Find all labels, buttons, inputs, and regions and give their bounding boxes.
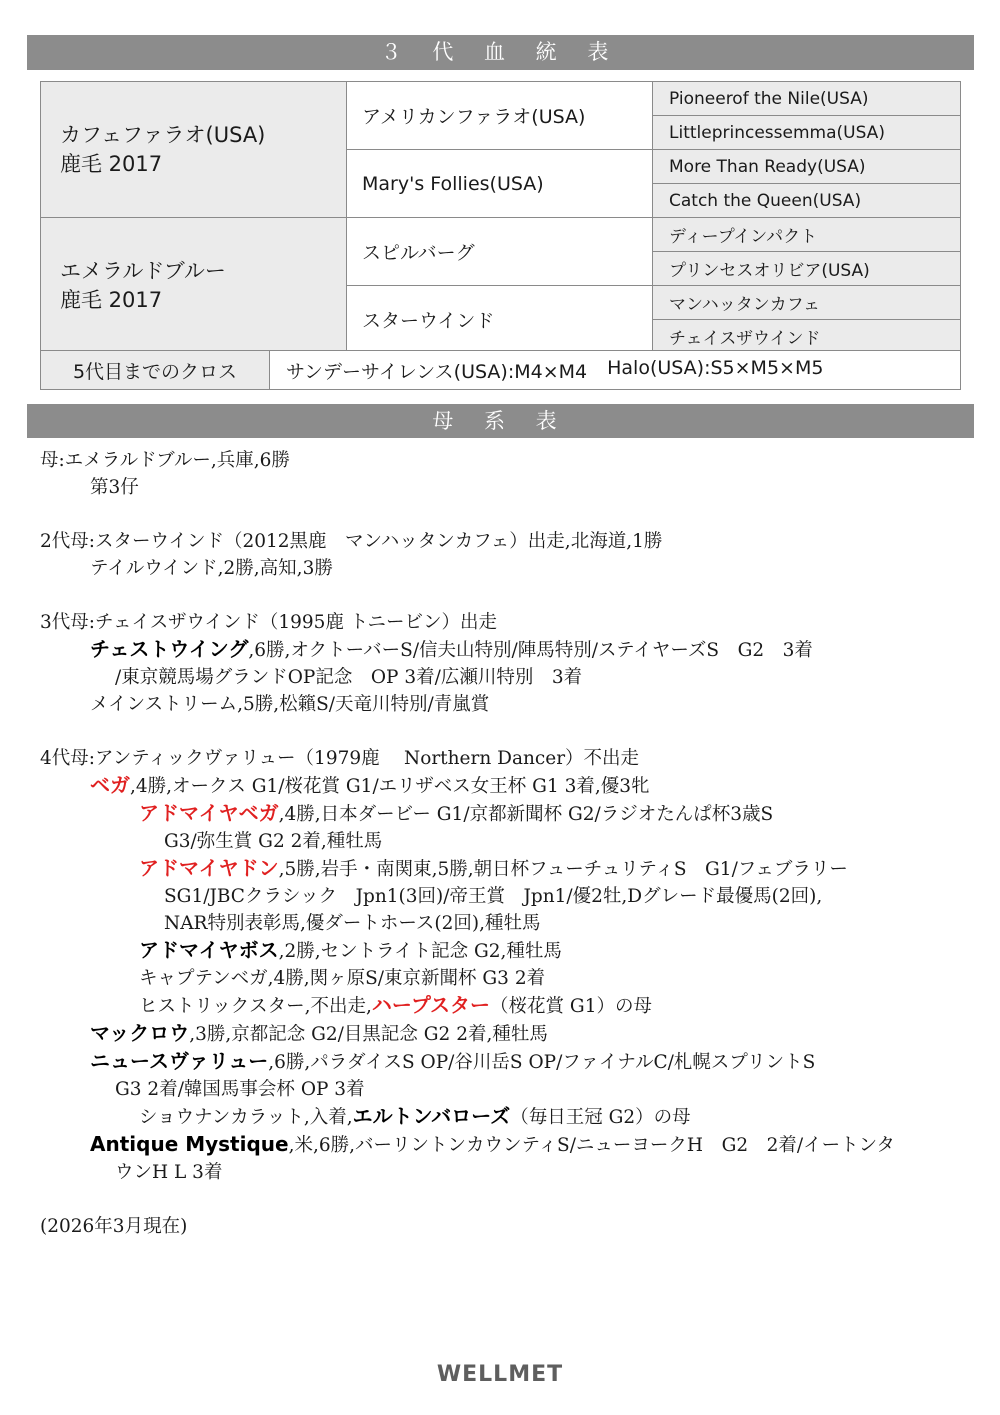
ds-sire-cell: ディープインパクト [653,218,961,252]
lineage-line [40,772,970,800]
ds-dam-cell: プリンセスオリビア(USA) [653,252,961,286]
sire-cell [41,82,347,218]
horse-name-bold: エルトンバローズ [352,1104,511,1128]
horse-record: （桜花賞 G1）の母 [490,996,652,1017]
dd-sire-cell: マンハッタンカフェ [653,286,961,320]
dam-name: エメラルドブルー [60,258,226,283]
horse-record: ,6勝,オクトーバーS/信夫山特別/陣馬特別/ステイヤーズS G2 3着 [248,640,813,661]
lineage-line [40,636,970,664]
lineage-line: 母:エメラルドブルー,兵庫,6勝 [40,450,290,471]
sd-sire-cell: More Than Ready(USA) [653,150,961,184]
horse-name-bold: チェストウイング [90,637,249,661]
sire-dam-cell: Mary's Follies(USA) [347,150,653,218]
dam-info: 鹿毛 2017 [60,287,163,312]
lineage-line: NAR特別表彰馬,優ダートホース(2回),種牡馬 [164,913,541,934]
wellmet-logo: WELLMET [436,1362,564,1387]
pedigree-table [40,81,961,354]
lineage-line [40,937,970,965]
lineage-line [40,855,970,883]
lineage-line [40,800,970,828]
sire-name: カフェファラオ(USA) [60,122,266,147]
ss-dam-cell: Littleprincessemma(USA) [653,116,961,150]
lineage-line: 3代母:チェイスザウインド（1995鹿 トニービン）出走 [40,612,498,633]
lineage-line: ウンH L 3着 [115,1162,223,1183]
lineage-line [40,1048,970,1076]
cross-item-sunday-silence: サンデーサイレンス(USA):M4×M4 [286,360,588,383]
horse-record: ショウナンカラット,入着, [139,1107,353,1128]
lineage-section-header: 母 系 表 [27,404,974,438]
dd-dam-cell: チェイスザウインド [653,320,961,354]
horse-record: （毎日王冠 G2）の母 [510,1107,691,1128]
horse-record: ,米,6勝,バーリントンカウンティS/ニューヨークH G2 2着/イートンタ [288,1135,895,1156]
horse-record: ,3勝,京都記念 G2/目黒記念 G2 2着,種牡馬 [189,1024,548,1045]
lineage-line [40,1020,970,1048]
lineage-line [40,1103,970,1131]
dam-sire-cell: スピルバーグ [347,218,653,286]
as-of-date: (2026年3月現在) [40,1216,188,1237]
dam-dam-cell: スターウインド [347,286,653,354]
cross-value [270,351,961,390]
lineage-line: 4代母:アンティックヴァリュー（1979鹿 Northern Dancer）不出走 [40,748,640,769]
horse-record: ,5勝,岩手・南関東,5勝,朝日杯フューチュリティS G1/フェブラリー [278,859,848,880]
lineage-line: テイルウインド,2勝,高知,3勝 [90,558,333,579]
horse-record: ,6勝,パラダイスS OP/谷川岳S OP/ファイナルC/札幌スプリントS [268,1052,816,1073]
lineage-line: G3 2着/韓国馬事会杯 OP 3着 [115,1079,365,1100]
lineage-line [40,1131,970,1159]
horse-name-bold: アドマイヤボス [139,938,279,962]
horse-record: ,2勝,セントライト記念 G2,種牡馬 [278,941,562,962]
horse-name-bold: ニュースヴァリュー [90,1049,269,1073]
lineage-line [40,992,970,1020]
lineage-line: 2代母:スターウインド（2012黒鹿 マンハッタンカフェ）出走,北海道,1勝 [40,531,663,552]
horse-name-red: アドマイヤベガ [139,801,279,825]
horse-name-bold: マックロウ [90,1021,190,1045]
horse-name-bold: Antique Mystique [90,1132,289,1156]
lineage-line: キャプテンベガ,4勝,関ヶ原S/東京新聞杯 G3 2着 [139,968,546,989]
lineage-line: SG1/JBCクラシック Jpn1(3回)/帝王賞 Jpn1/優2牡,Dグレード最優馬(2回), [164,886,823,907]
ss-sire-cell: Pioneerof the Nile(USA) [653,82,961,116]
sire-info: 鹿毛 2017 [60,151,163,176]
lineage-line: 第3仔 [90,477,139,498]
pedigree-section-header: ３ 代 血 統 表 [27,35,974,70]
dam-lineage [40,447,970,1240]
horse-name-red: ベガ [90,773,130,797]
dam-cell [41,218,347,354]
sd-dam-cell: Catch the Queen(USA) [653,184,961,218]
lineage-line: G3/弥生賞 G2 2着,種牡馬 [164,831,383,852]
cross-item-halo: Halo(USA):S5×M5×M5 [607,356,824,379]
horse-record: ,4勝,日本ダービー G1/京都新聞杯 G2/ラジオたんぱ杯3歳S [278,804,774,825]
horse-name-red: ハープスター [371,993,491,1017]
lineage-line: メインストリーム,5勝,松籟S/天竜川特別/青嵐賞 [90,694,490,715]
horse-record: ,4勝,オークス G1/桜花賞 G1/エリザベス女王杯 G1 3着,優3牝 [130,776,650,797]
cross-label: 5代目までのクロス [41,351,270,390]
lineage-line: /東京競馬場グランドOP記念 OP 3着/広瀬川特別 3着 [115,667,583,688]
cross-table [40,350,961,390]
horse-name-red: アドマイヤドン [139,856,279,880]
sire-sire-cell: アメリカンファラオ(USA) [347,82,653,150]
horse-record: ヒストリックスター,不出走, [139,996,372,1017]
